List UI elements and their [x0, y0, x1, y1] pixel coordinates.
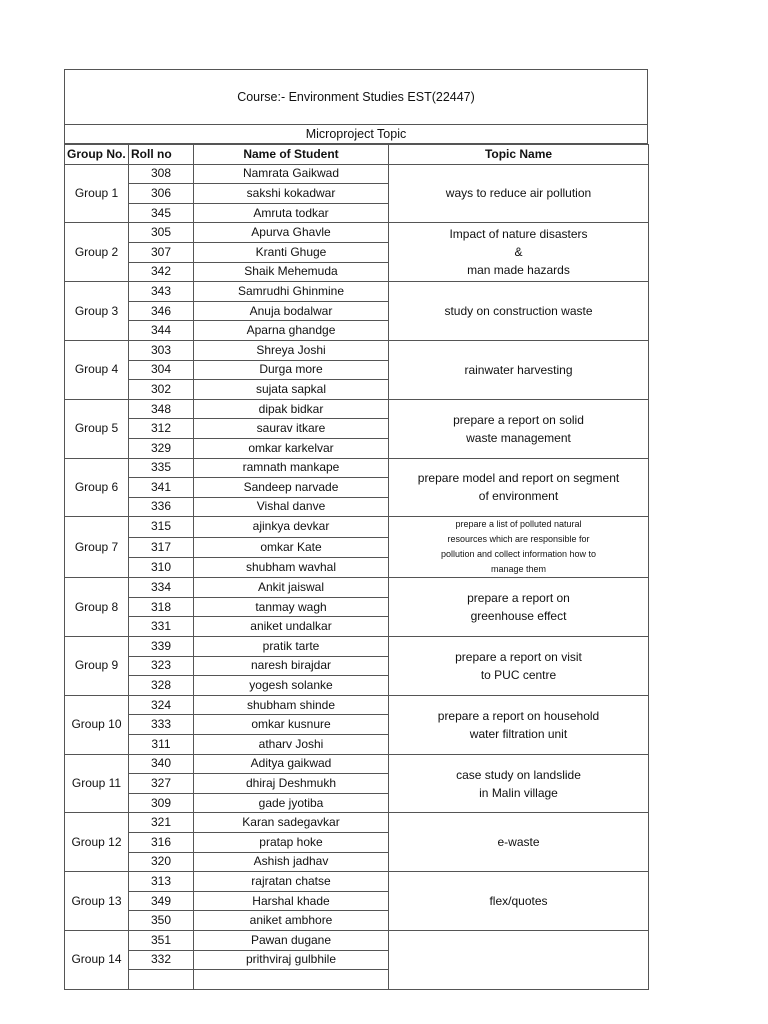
roll-number: 327	[129, 774, 194, 794]
topic-line: study on construction waste	[444, 304, 593, 319]
roll-number: 303	[129, 340, 194, 360]
topic-line: manage them	[490, 564, 547, 575]
group-label: Group 13	[65, 872, 129, 931]
topic-line: Impact of nature disasters	[449, 227, 588, 242]
student-name: Aditya gaikwad	[194, 754, 389, 774]
topic-line: resources which are responsible for	[447, 534, 590, 545]
course-title: Course:- Environment Studies EST(22447)	[64, 69, 648, 125]
roll-number: 307	[129, 242, 194, 262]
student-name: atharv Joshi	[194, 735, 389, 755]
roll-number: 310	[129, 557, 194, 577]
topic-line: waste management	[466, 430, 571, 445]
table-row	[65, 813, 649, 833]
topic-name	[389, 930, 649, 989]
roll-number: 350	[129, 911, 194, 931]
topic-name	[389, 164, 649, 223]
student-name: omkar kusnure	[194, 715, 389, 735]
roll-number: 329	[129, 438, 194, 458]
roll-number	[129, 970, 194, 990]
roll-number: 317	[129, 537, 194, 557]
roll-number: 331	[129, 617, 194, 637]
table-row	[65, 223, 649, 243]
microproject-heading: Microproject Topic	[64, 125, 648, 144]
topic-line: prepare a list of polluted natural	[455, 519, 582, 530]
student-name: shubham shinde	[194, 695, 389, 715]
roll-number: 308	[129, 164, 194, 184]
student-name: prithviraj gulbhile	[194, 950, 389, 970]
group-table	[64, 144, 649, 990]
table-row	[65, 399, 649, 419]
topic-name	[389, 872, 649, 931]
topic-line: pollution and collect information how to	[440, 549, 597, 560]
table-row	[65, 164, 649, 184]
table-row	[65, 872, 649, 892]
column-header-roll: Roll no	[129, 145, 194, 165]
topic-name	[389, 223, 649, 282]
group-label: Group 14	[65, 930, 129, 989]
student-name: Durga more	[194, 360, 389, 380]
roll-number: 318	[129, 597, 194, 617]
roll-number: 348	[129, 399, 194, 419]
student-name: Ankit jaiswal	[194, 578, 389, 598]
roll-number: 336	[129, 497, 194, 517]
student-name: ajinkya devkar	[194, 517, 389, 537]
roll-number: 332	[129, 950, 194, 970]
roll-number: 311	[129, 735, 194, 755]
student-name: sakshi kokadwar	[194, 184, 389, 204]
topic-line: greenhouse effect	[470, 609, 567, 624]
group-label: Group 5	[65, 399, 129, 458]
group-label: Group 11	[65, 754, 129, 813]
roll-number: 335	[129, 458, 194, 478]
roll-number: 313	[129, 872, 194, 892]
table-row	[65, 282, 649, 302]
student-name: Namrata Gaikwad	[194, 164, 389, 184]
roll-number: 344	[129, 321, 194, 341]
table-body	[65, 164, 649, 989]
header-row	[65, 145, 649, 165]
table-row	[65, 578, 649, 598]
roll-number: 339	[129, 637, 194, 657]
roll-number: 342	[129, 262, 194, 282]
roll-number: 304	[129, 360, 194, 380]
student-name: Samrudhi Ghinmine	[194, 282, 389, 302]
table-row	[65, 930, 649, 950]
topic-line: of environment	[478, 489, 559, 504]
roll-number: 333	[129, 715, 194, 735]
student-name: Karan sadegavkar	[194, 813, 389, 833]
topic-name	[389, 813, 649, 872]
student-name: omkar Kate	[194, 537, 389, 557]
table-row	[65, 754, 649, 774]
group-label: Group 3	[65, 282, 129, 341]
student-name: omkar karkelvar	[194, 438, 389, 458]
roll-number: 324	[129, 695, 194, 715]
topic-line: flex/quotes	[489, 894, 548, 909]
column-header-name: Name of Student	[194, 145, 389, 165]
topic-line: &	[514, 245, 523, 260]
student-name: saurav itkare	[194, 419, 389, 439]
group-label: Group 8	[65, 578, 129, 637]
topic-line: prepare a report on visit	[455, 649, 582, 664]
roll-number: 340	[129, 754, 194, 774]
student-name: ramnath mankape	[194, 458, 389, 478]
topic-line: e-waste	[497, 835, 540, 850]
roll-number: 334	[129, 578, 194, 598]
topic-line: case study on landslide	[456, 767, 581, 782]
roll-number: 341	[129, 478, 194, 498]
student-name: gade jyotiba	[194, 793, 389, 813]
topic-name	[389, 340, 649, 399]
student-name: sujata sapkal	[194, 380, 389, 400]
roll-number: 306	[129, 184, 194, 204]
student-name	[194, 970, 389, 990]
roll-number: 312	[129, 419, 194, 439]
group-label: Group 7	[65, 517, 129, 578]
group-label: Group 12	[65, 813, 129, 872]
roll-number: 305	[129, 223, 194, 243]
student-name: Anuja bodalwar	[194, 301, 389, 321]
student-name: Vishal danve	[194, 497, 389, 517]
student-name: Pawan dugane	[194, 930, 389, 950]
spreadsheet	[64, 69, 648, 990]
column-header-group: Group No.	[65, 145, 129, 165]
roll-number: 315	[129, 517, 194, 537]
student-name: aniket ambhore	[194, 911, 389, 931]
roll-number: 349	[129, 891, 194, 911]
table-row	[65, 695, 649, 715]
student-name: shubham wavhal	[194, 557, 389, 577]
roll-number: 320	[129, 852, 194, 872]
table-row	[65, 637, 649, 657]
topic-line: prepare a report on	[467, 591, 570, 606]
student-name: aniket undalkar	[194, 617, 389, 637]
roll-number: 316	[129, 833, 194, 853]
student-name: rajratan chatse	[194, 872, 389, 892]
student-name: Harshal khade	[194, 891, 389, 911]
student-name: dipak bidkar	[194, 399, 389, 419]
roll-number: 351	[129, 930, 194, 950]
topic-name	[389, 637, 649, 696]
student-name: Aparna ghandge	[194, 321, 389, 341]
table-row	[65, 340, 649, 360]
student-name: naresh birajdar	[194, 656, 389, 676]
topic-name	[389, 517, 649, 578]
student-name: pratap hoke	[194, 833, 389, 853]
table-row	[65, 517, 649, 537]
student-name: tanmay wagh	[194, 597, 389, 617]
student-name: Apurva Ghavle	[194, 223, 389, 243]
topic-line: to PUC centre	[480, 667, 557, 682]
roll-number: 343	[129, 282, 194, 302]
topic-line: prepare a report on household	[437, 708, 600, 723]
topic-line: in Malin village	[479, 785, 558, 800]
student-name: Kranti Ghuge	[194, 242, 389, 262]
group-label: Group 1	[65, 164, 129, 223]
roll-number: 321	[129, 813, 194, 833]
student-name: Amruta todkar	[194, 203, 389, 223]
topic-name	[389, 458, 649, 517]
topic-line: man made hazards	[467, 263, 570, 278]
table-row	[65, 458, 649, 478]
topic-name	[389, 578, 649, 637]
student-name: Sandeep narvade	[194, 478, 389, 498]
group-label: Group 10	[65, 695, 129, 754]
column-header-topic: Topic Name	[389, 145, 649, 165]
topic-line: prepare a report on solid	[453, 412, 584, 427]
student-name: dhiraj Deshmukh	[194, 774, 389, 794]
topic-name	[389, 399, 649, 458]
roll-number: 345	[129, 203, 194, 223]
topic-line: prepare model and report on segment	[417, 471, 620, 486]
roll-number: 323	[129, 656, 194, 676]
student-name: Ashish jadhav	[194, 852, 389, 872]
topic-line: ways to reduce air pollution	[445, 186, 592, 201]
topic-name	[389, 282, 649, 341]
roll-number: 346	[129, 301, 194, 321]
student-name: Shreya Joshi	[194, 340, 389, 360]
topic-line: rainwater harvesting	[464, 362, 573, 377]
topic-name	[389, 695, 649, 754]
student-name: yogesh solanke	[194, 676, 389, 696]
student-name: pratik tarte	[194, 637, 389, 657]
group-label: Group 9	[65, 637, 129, 696]
student-name: Shaik Mehemuda	[194, 262, 389, 282]
topic-name	[389, 754, 649, 813]
group-label: Group 4	[65, 340, 129, 399]
roll-number: 302	[129, 380, 194, 400]
roll-number: 328	[129, 676, 194, 696]
group-label: Group 6	[65, 458, 129, 517]
roll-number: 309	[129, 793, 194, 813]
topic-line: water filtration unit	[469, 726, 568, 741]
group-label: Group 2	[65, 223, 129, 282]
